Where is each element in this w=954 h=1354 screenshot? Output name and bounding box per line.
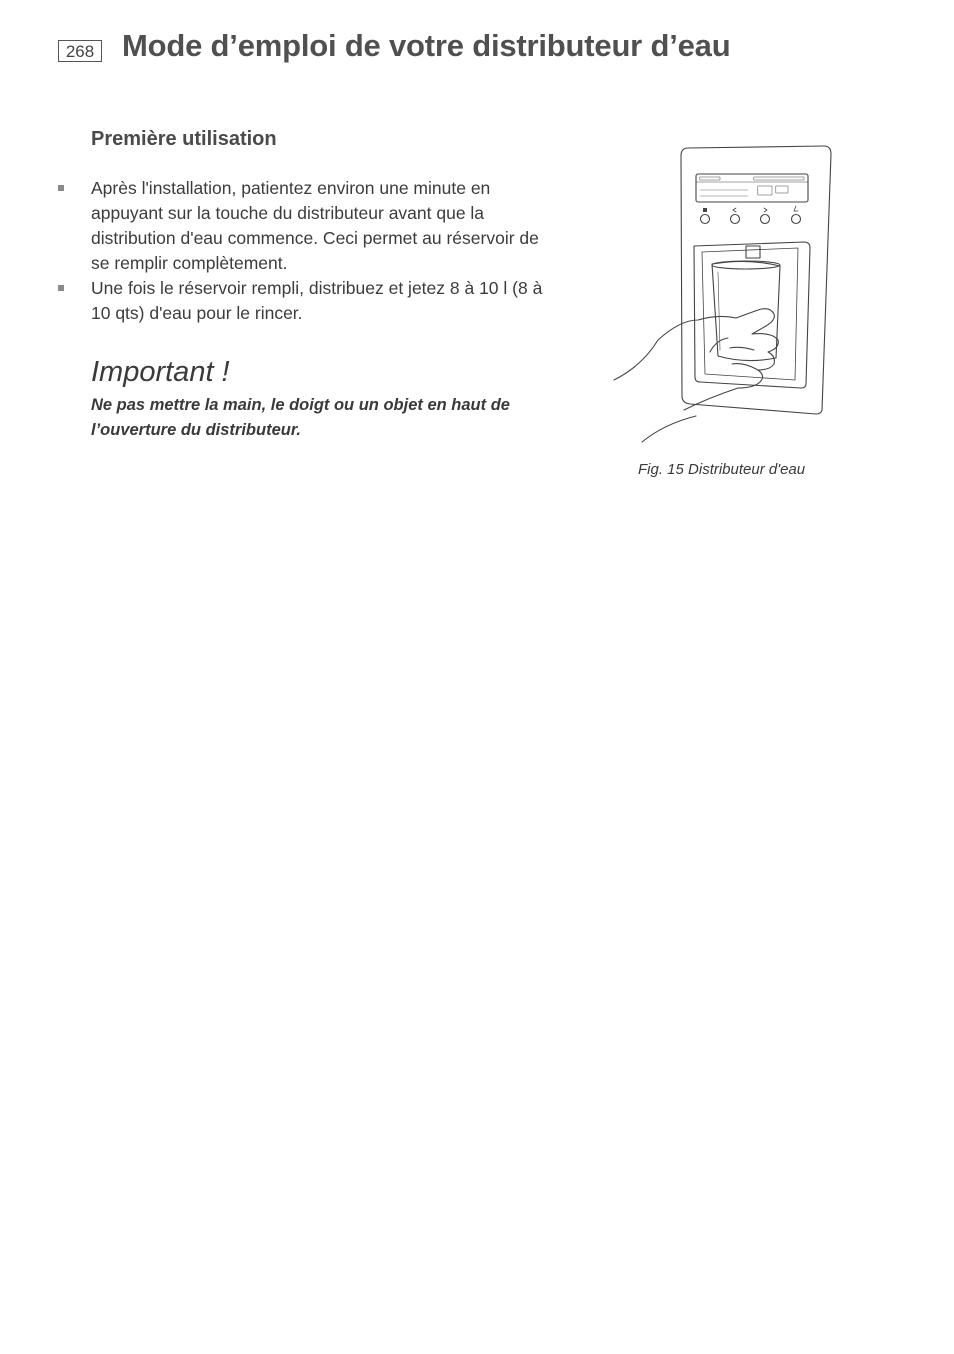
important-warning-text: Ne pas mettre la main, le doigt ou un objet en haut de l’ouverture du distributeur. [91,396,510,439]
figure-caption: Fig. 15 Distributeur d'eau [638,461,806,478]
bullet-square-icon [58,185,64,191]
list-item-text: Une fois le réservoir rempli, distribuez et jetez 8 à 10 l (8 à 10 qts) d'eau pour le rincer. [91,278,543,323]
water-nozzle [746,246,760,258]
water-dispenser-illustration [608,142,838,448]
glass [712,261,780,360]
dispenser-button [792,215,801,224]
dispenser-button [761,215,770,224]
list-item [58,176,558,276]
bullet-square-icon [58,285,64,291]
figure [608,142,838,448]
section-heading: Première utilisation [91,128,277,150]
hand [614,309,778,410]
instruction-list [58,176,558,326]
list-item [58,276,558,326]
list-item-text: Après l'installation, patientez environ une minute en appuyant sur la touche du distributeur avant que la distribution d'eau commence. Ceci permet au réservoir de se remplir complètement. [91,178,539,273]
dispenser-recess [694,242,810,388]
control-display [696,174,808,202]
dispenser-button [731,215,740,224]
important-title: Important ! [91,356,230,388]
dispenser-button [701,215,710,224]
page-title: Mode d’emploi de votre distributeur d’eau [122,28,731,63]
page-number: 268 [58,40,102,62]
